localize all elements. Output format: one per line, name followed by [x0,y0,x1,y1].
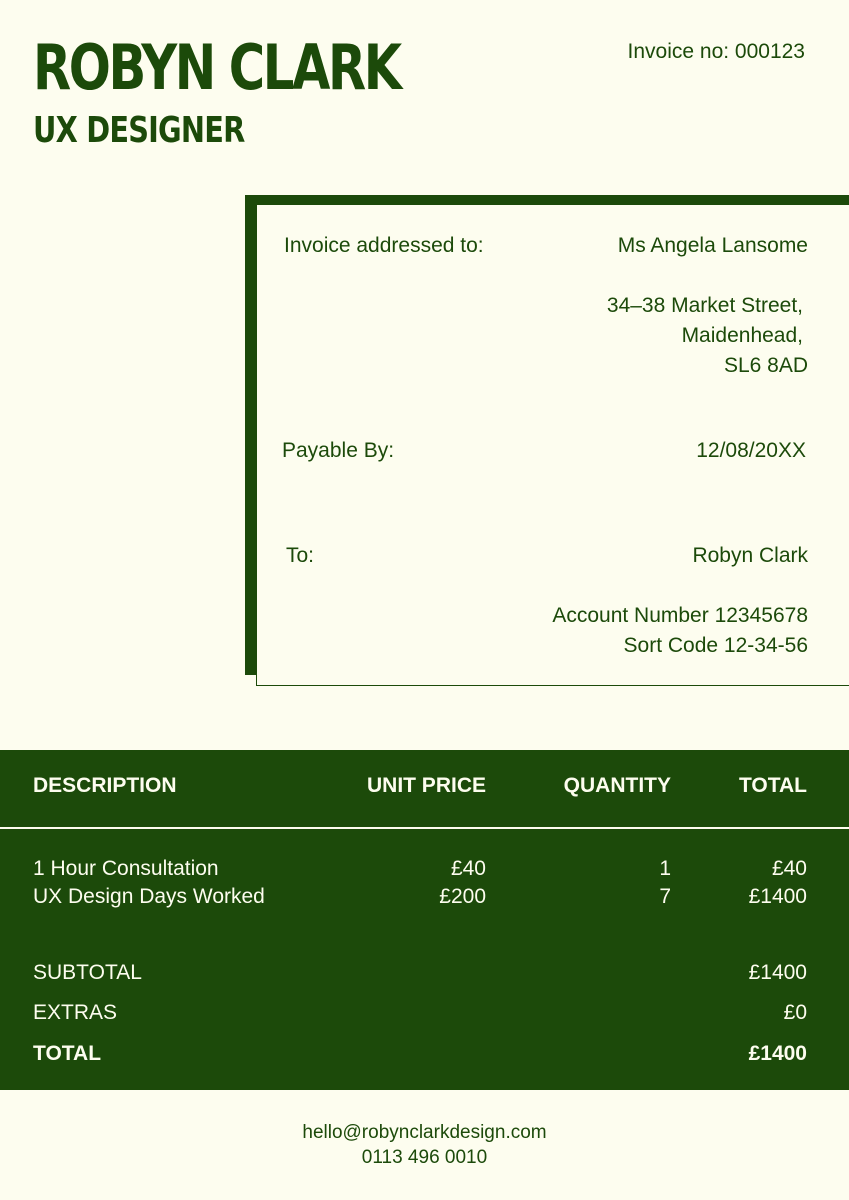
total-label: TOTAL [33,1042,102,1065]
extras-label: EXTRAS [33,1001,118,1024]
address-line-1: 34–38 Market Street, [606,294,803,317]
sort-code: Sort Code 12-34-56 [623,634,808,657]
row-total: £40 [771,857,807,880]
row-quantity: 7 [659,885,671,908]
invoice-details-box [256,205,849,686]
address-line-2: Maidenhead, [681,324,803,347]
payable-label: Payable By: [282,439,395,462]
addressed-label: Invoice addressed to: [284,234,484,257]
row-quantity: 1 [659,857,671,880]
payee-name: Robyn Clark [692,544,808,567]
designer-role: UX DESIGNER [33,110,245,151]
row-description: UX Design Days Worked [33,885,265,908]
account-number: Account Number 12345678 [552,604,808,627]
row-unit-price: £200 [439,885,486,908]
row-unit-price: £40 [450,857,486,880]
subtotal-value: £1400 [748,961,807,984]
line-items-table [0,750,849,1090]
designer-name: ROBYN CLARK [33,31,400,104]
address-line-3: SL6 8AD [723,354,808,377]
addressee-name: Ms Angela Lansome [617,234,808,257]
header-quantity: QUANTITY [563,774,671,797]
subtotal-label: SUBTOTAL [33,961,142,984]
payable-date: 12/08/20XX [696,439,806,462]
extras-value: £0 [783,1001,807,1024]
invoice-number: Invoice no: 000123 [627,40,805,63]
header-unit-price: UNIT PRICE [366,774,486,797]
row-description: 1 Hour Consultation [33,857,219,880]
footer-email: hello@robynclarkdesign.com [302,1122,547,1143]
row-total: £1400 [748,885,807,908]
footer-phone: 0113 496 0010 [361,1147,488,1168]
header-total: TOTAL [738,774,807,797]
total-value: £1400 [748,1042,807,1065]
table-divider [0,827,849,829]
to-label: To: [286,544,315,567]
header-description: DESCRIPTION [33,774,177,797]
